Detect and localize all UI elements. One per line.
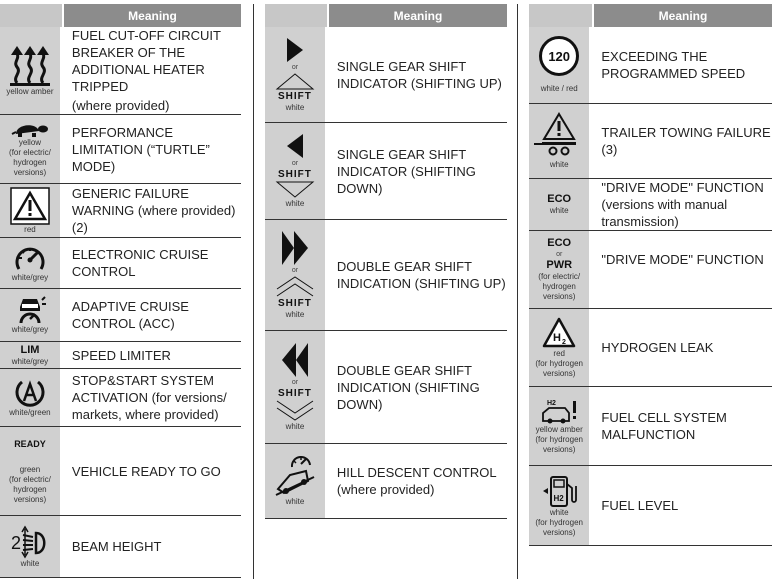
row-meaning: ADAPTIVE CRUISE CONTROL (ACC) [71, 299, 189, 331]
table-row [0, 516, 241, 578]
icon-caption: white [285, 497, 305, 506]
ready-label: READY [14, 438, 46, 449]
icon-caption: white [20, 558, 40, 568]
table-row [529, 309, 772, 387]
meaning-header: Meaning [329, 4, 507, 27]
table-row [529, 104, 772, 179]
icon-caption: red (for hydrogen versions) [535, 348, 583, 378]
table-row [0, 27, 241, 115]
icon-caption: green (for electric/ hydrogen versions) [9, 464, 51, 504]
shift-down-single-icon [265, 123, 325, 219]
row-meaning: FUEL LEVEL [601, 498, 679, 513]
icon-caption: white [549, 160, 569, 169]
beam-height-icon [0, 516, 60, 577]
meaning-header: Meaning [64, 4, 241, 27]
table-row [529, 179, 772, 231]
icon-caption: white [549, 206, 569, 215]
trailer-icon [529, 104, 589, 178]
row-meaning: HILL DESCENT CONTROL (where provided) [336, 465, 497, 497]
row-meaning: EXCEEDING THE PROGRAMMED SPEED [601, 49, 746, 81]
svg-text:2: 2 [562, 338, 567, 346]
hydrogen-leak-icon [529, 309, 589, 386]
table-row [265, 220, 507, 331]
icon-caption: white [285, 102, 305, 112]
turtle-icon [0, 115, 60, 183]
or-label: or [291, 63, 299, 71]
table-row [265, 123, 507, 220]
fuel-cell-icon [529, 387, 589, 465]
table-row [0, 238, 241, 289]
icon-caption: yellow (for electric/ hydrogen versions) [9, 138, 51, 177]
table-row [529, 387, 772, 466]
shift-down-double-icon [265, 331, 325, 443]
column-3 [529, 4, 772, 546]
table-row [265, 331, 507, 444]
table-row [0, 289, 241, 342]
or-label: or [291, 160, 299, 167]
row-meaning: DOUBLE GEAR SHIFT INDICATION (SHIFTING DOWN) [336, 362, 480, 412]
row-meaning: SINGLE GEAR SHIFT INDICATOR (SHIFTING DOWN) [336, 146, 476, 196]
icon-caption: white/grey [11, 273, 49, 282]
cruise-control-icon [0, 238, 60, 288]
icon-caption: (for electric/ hydrogen versions) [538, 272, 581, 301]
table-row [0, 342, 241, 369]
column-divider [253, 4, 254, 579]
shift-label: SHIFT [278, 90, 312, 102]
heater-icon [0, 27, 60, 114]
table-row [529, 466, 772, 546]
row-meaning: PERFORMANCE LIMITATION (“TURTLE” MODE) [71, 124, 210, 174]
shift-label: SHIFT [278, 388, 312, 399]
icon-caption: white/green [9, 407, 51, 417]
table-row [265, 444, 507, 519]
svg-text:H2: H2 [547, 400, 557, 407]
svg-text:H: H [553, 331, 562, 344]
row-meaning: SINGLE GEAR SHIFT INDICATOR (SHIFTING UP) [336, 58, 502, 91]
fuel-level-icon [529, 466, 589, 545]
lim-label: LIM [20, 343, 40, 356]
table-header [529, 4, 772, 27]
ready-icon [0, 427, 60, 515]
eco-label: ECO [547, 237, 572, 249]
svg-text:H2: H2 [553, 493, 564, 503]
or-label: or [556, 251, 563, 258]
or-label: or [291, 379, 299, 386]
table-row [0, 427, 241, 516]
svg-text:2: 2 [10, 532, 21, 553]
row-meaning: FUEL CELL SYSTEM MALFUNCTION [601, 410, 727, 442]
lim-icon [0, 342, 60, 368]
speed-120-icon [529, 27, 589, 103]
or-label: or [291, 267, 299, 274]
row-meaning: ELECTRONIC CRUISE CONTROL [71, 247, 209, 279]
icon-caption: white [285, 422, 305, 431]
icon-caption: white/grey [11, 356, 49, 366]
icon-caption: yellow amber (for hydrogen versions) [535, 425, 583, 454]
row-meaning: GENERIC FAILURE WARNING (where provided) (2) [71, 186, 236, 235]
eco-pwr-icon [529, 231, 589, 308]
table-row [0, 369, 241, 427]
row-meaning: FUEL CUT-OFF CIRCUIT BREAKER OF THE ADDITIONAL HEATER TRIPPED [71, 28, 221, 94]
eco-label: ECO [547, 193, 572, 205]
table-header [265, 4, 507, 27]
row-meaning: BEAM HEIGHT [71, 539, 162, 554]
table-row [265, 27, 507, 123]
column-divider [517, 4, 518, 579]
row-meaning: VEHICLE READY TO GO [71, 463, 221, 479]
row-meaning: "DRIVE MODE" FUNCTION (versions with manual transmission) [601, 180, 764, 229]
row-meaning: SPEED LIMITER [71, 347, 171, 363]
speed-value: 120 [548, 48, 571, 64]
row-meaning: STOP&START SYSTEM ACTIVATION (for versions/ markets, where provided) [71, 373, 227, 422]
icon-caption: white (for hydrogen versions) [535, 507, 583, 537]
icon-caption: yellow amber [6, 86, 54, 96]
icon-caption: white [285, 310, 305, 319]
row-meaning: "DRIVE MODE" FUNCTION [601, 252, 764, 267]
row-meaning: TRAILER TOWING FAILURE (3) [601, 125, 771, 157]
icon-caption: white/grey [11, 325, 49, 334]
column-2 [265, 4, 507, 519]
shift-label: SHIFT [278, 298, 312, 309]
table-row [529, 27, 772, 104]
shift-label: SHIFT [278, 169, 312, 180]
row-meaning: HYDROGEN LEAK [601, 340, 714, 355]
shift-up-double-icon [265, 220, 325, 330]
icon-caption: white / red [540, 84, 578, 93]
meaning-header: Meaning [594, 4, 772, 27]
table-header [0, 4, 241, 27]
row-meaning: DOUBLE GEAR SHIFT INDICATION (SHIFTING UP) [336, 259, 506, 291]
pwr-label: PWR [546, 259, 573, 271]
row-note: (where provided) [71, 98, 170, 113]
hill-descent-icon [265, 444, 325, 518]
table-row [0, 184, 241, 238]
column-1 [0, 4, 241, 578]
table-row [529, 231, 772, 309]
shift-up-single-icon [265, 27, 325, 122]
adaptive-cruise-icon [0, 289, 60, 341]
table-row [0, 115, 241, 184]
eco-icon [529, 179, 589, 230]
warning-triangle-icon [0, 184, 60, 237]
stop-start-icon [0, 369, 60, 426]
icon-caption: white [285, 199, 305, 208]
icon-caption: red [24, 224, 36, 234]
